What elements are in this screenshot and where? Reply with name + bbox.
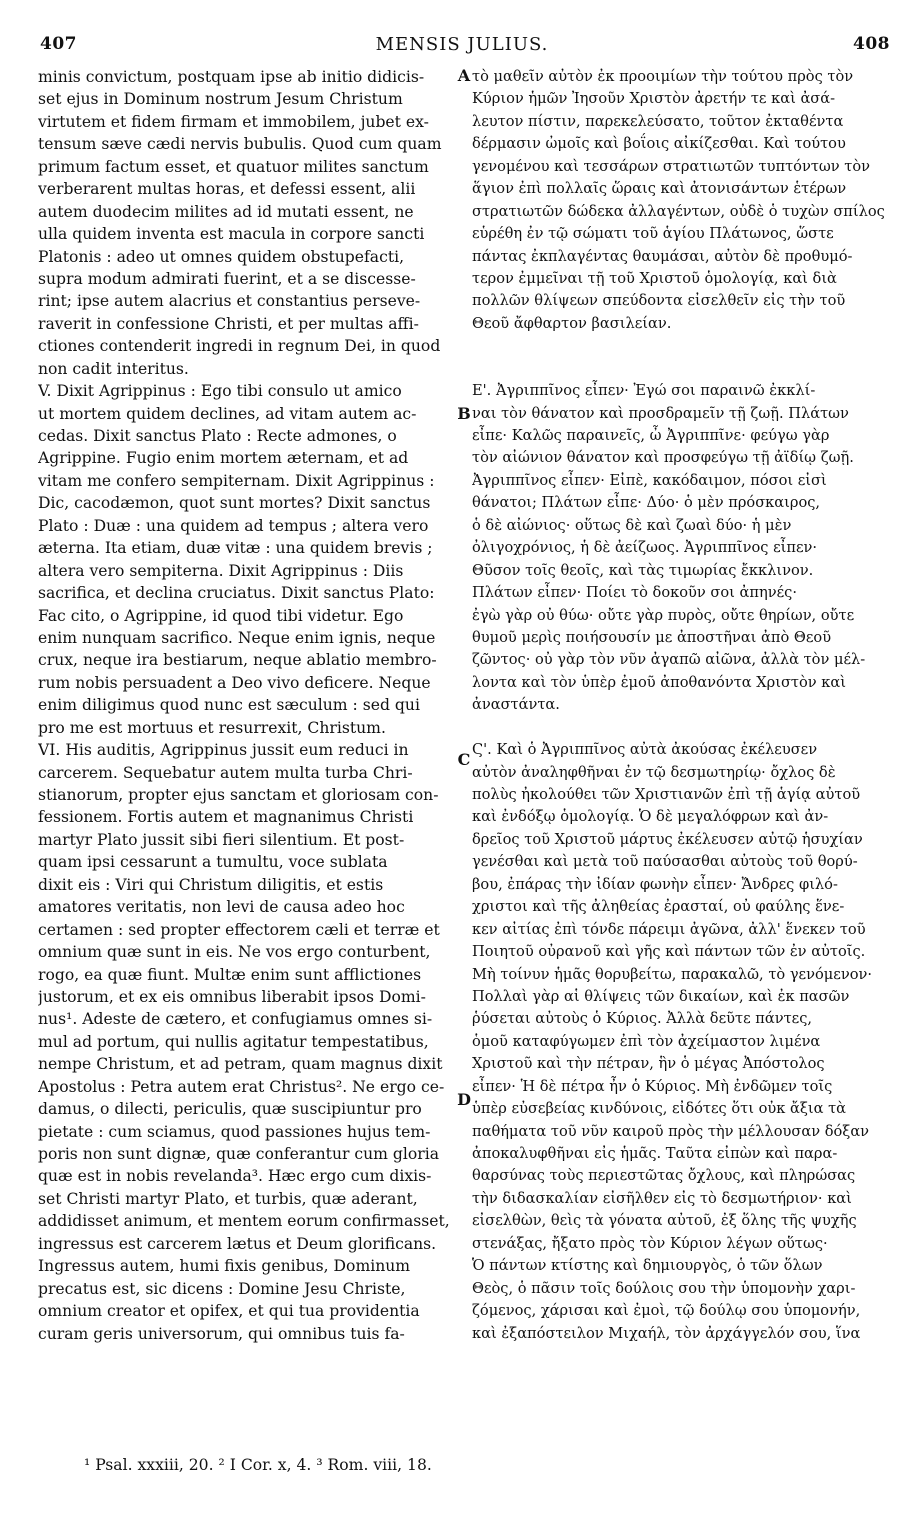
latin-text-line: Fac cito, o Agrippine, id quod tibi videtur. Ego — [38, 606, 404, 625]
latin-text-line: autem duodecim milites ad id mutati essent, ne — [38, 202, 414, 221]
greek-text-line: καὶ ἐνδόξῳ ὁμολογίᾳ. Ὁ δὲ μεγαλόφρων καὶ ἀν- — [472, 808, 829, 826]
greek-text-line: βου, ἐπάρας τὴν ἰδίαν φωνὴν εἶπεν· Ἄνδρες φιλό- — [472, 875, 838, 893]
greek-text-line — [472, 717, 892, 739]
section-marker-c: C — [457, 750, 471, 769]
latin-text-line: stianorum, propter ejus sanctam et gloriosam con- — [38, 786, 439, 804]
latin-text-line: crux, neque ira bestiarum, neque ablatio membro- — [38, 651, 437, 670]
greek-text-line: ῥύσεται αὐτοὺς ὁ Κύριος. Ἀλλὰ δεῦτε πάντες, — [472, 1010, 813, 1028]
greek-text-line — [472, 335, 892, 357]
latin-text-line: addidisset animum, et mentem eorum confirmasset, — [38, 1212, 450, 1231]
greek-text-line: Ποιητοῦ οὐρανοῦ καὶ γῆς καὶ πάντων τῶν ἐν αὐτοῖς. — [472, 943, 866, 961]
latin-text-line: quæ est in nobis revelanda³. Hæc ergo cum dixis- — [38, 1167, 432, 1186]
latin-text-line: raverit in confessione Christi, et per multas affi- — [38, 314, 419, 333]
greek-text-line: Θεοῦ ἄφθαρτον βασιλείαν. — [472, 314, 672, 332]
greek-text-line: εὑρέθη ἐν τῷ σώματι τοῦ ἁγίου Πλάτωνος, ὥστε — [472, 225, 834, 243]
greek-text-line: καὶ ἐξαπόστειλον Μιχαήλ, τὸν ἀρχάγγελόν σου, ἵνα — [472, 1324, 861, 1342]
greek-text-line: ὑπὲρ εὐσεβείας κινδύνοις, εἰδότες ὅτι οὐκ ἄξια τὰ — [472, 1100, 847, 1118]
greek-text-line — [472, 358, 892, 380]
greek-text-line: Κύριον ἡμῶν Ἰησοῦν Χριστὸν ἀρετήν τε καὶ ἀσά- — [472, 90, 836, 108]
latin-text-line: poris non sunt dignæ, quæ conferantur cum gloria — [38, 1145, 440, 1163]
latin-text-line: ctiones contenderit ingredi in regnum Dei, in quod — [38, 337, 441, 356]
greek-text-line: εἶπε· Καλῶς παραινεῖς, ὦ Ἀγριππῖνε· φεύγω γὰρ — [472, 427, 830, 444]
latin-text-line: omnium quæ sunt in eis. Ne vos ergo conturbent, — [38, 943, 431, 962]
latin-text-line: æterna. Ita etiam, duæ vitæ : una quidem brevis ; — [38, 539, 433, 558]
latin-text-line: dixit eis : Viri qui Christum diligitis, et estis — [38, 875, 384, 894]
greek-text-line: ὁ δὲ αἰώνιος· οὕτως δὲ καὶ ζωαὶ δύο· ἡ μὲν — [472, 516, 792, 534]
greek-text-line: θυμοῦ μερὶς ποιήσουσίν με ἀποστῆναι ἀπὸ Θεοῦ — [472, 628, 832, 646]
greek-text-line: θαρσύνας τοὺς περιεστῶτας ὄχλους, καὶ πληρώσας — [472, 1167, 856, 1185]
latin-text-line: Apostolus : Petra autem erat Christus². Ne ergo ce- — [38, 1077, 445, 1096]
greek-text-line: δρεῖος τοῦ Χριστοῦ μάρτυς ἐκέλευσεν αὐτῷ ἡσυχίαν — [472, 830, 863, 848]
latin-text-line: mul ad portum, qui nullis agitatur tempestatibus, — [38, 1032, 429, 1051]
latin-text-line: pietate : cum sciamus, quod passiones hujus tem- — [38, 1122, 431, 1141]
greek-text-line: δέρμασιν ὠμοῖς καὶ βοΐοις αἰκίζεσθαι. Καὶ τούτου — [472, 135, 846, 153]
greek-text-line: γενομένου καὶ τεσσάρων στρατιωτῶν τυπτόντων τὸν — [472, 157, 871, 175]
greek-text-line: ζόμενος, χάρισαι καὶ ἐμοὶ, τῷ δούλῳ σου ὑπομονήν, — [472, 1302, 861, 1320]
greek-text-line: πολὺς ἠκολούθει τῶν Χριστιανῶν ἐπὶ τῇ ἁγίᾳ αὐτοῦ — [472, 786, 861, 803]
greek-text-line: τὸ μαθεῖν αὐτὸν ἐκ προοιμίων τὴν τούτου πρὸς τὸν — [472, 68, 854, 85]
latin-text-line: Ingressus autem, humi fixis genibus, Dominum — [38, 1257, 411, 1276]
latin-text-line: quam ipsi cessarunt a tumultu, voce sublata — [38, 853, 388, 872]
latin-text-line: sacrifica, et declina cruciatus. Dixit sanctus Plato: — [38, 584, 435, 603]
latin-text-line: supra modum admirati fuerint, et a se discesse- — [38, 269, 416, 288]
section-marker-b: B — [457, 404, 471, 423]
greek-text-line: Πολλαὶ γὰρ αἱ θλίψεις τῶν δικαίων, καὶ ἐκ πασῶν — [472, 987, 850, 1005]
latin-text-line: carcerem. Sequebatur autem multa turba Chri- — [38, 763, 413, 782]
latin-text-line: set ejus in Dominum nostrum Jesum Christum — [38, 90, 403, 109]
greek-text-line: Ἀγριππῖνος εἶπεν· Εἰπὲ, κακόδαιμον, πόσοι εἰσὶ — [472, 471, 827, 489]
latin-text-line: rum nobis persuadent a Deo vivo deficere. Neque — [38, 673, 431, 692]
latin-text-line: enim nunquam sacrifico. Neque enim ignis, neque — [38, 628, 436, 647]
latin-text-line: V. Dixit Agrippinus : Ego tibi consulo ut amico — [38, 382, 402, 401]
greek-text-line: τὸν αἰώνιον θάνατον καὶ προσφεύγω τῇ ἀϊδίῳ ζωῇ. — [472, 449, 854, 467]
latin-text-line: minis convictum, postquam ipse ab initio didicis- — [38, 68, 425, 86]
greek-text-line: ἀναστάντα. — [472, 696, 560, 714]
running-title: MENSIS JULIUS. — [375, 34, 549, 55]
latin-text-line: Platonis : adeo ut omnes quidem obstupefacti, — [38, 247, 405, 266]
greek-text-line: πάντας ἐκπλαγέντας θαυμάσαι, αὐτὸν δὲ προθυμό- — [472, 247, 853, 265]
latin-text-line: rogo, ea quæ fiunt. Multæ enim sunt afflictiones — [38, 965, 422, 984]
greek-text-line: λευτον πίστιν, παρεκελεύσατο, τοῦτον ἐκταθέντα — [472, 112, 844, 130]
greek-text-line: ὁμοῦ καταφύγωμεν ἐπὶ τὸν ἀχείμαστον λιμένα — [472, 1032, 821, 1050]
latin-text-line: verberarent multas horas, et defessi essent, alii — [38, 180, 416, 199]
left-page-number: 407 — [40, 34, 77, 54]
latin-text-line: ulla quidem inventa est macula in corpore sancti — [38, 225, 425, 244]
right-page-number: 408 — [853, 34, 890, 54]
greek-text-line: Μὴ τοίνυν ἡμᾶς θορυβείτω, παρακαλῶ, τὸ γενόμενον· — [472, 965, 872, 983]
latin-text-line: primum factum esset, et quatuor milites sanctum — [38, 157, 429, 176]
greek-text-line: στενάξας, ἤξατο πρὸς τὸν Κύριον λέγων οὕτως· — [472, 1234, 828, 1252]
latin-text-line: set Christi martyr Plato, et turbis, quæ aderant, — [38, 1189, 418, 1208]
greek-text-line: ὀλιγοχρόνιος, ἡ δὲ ἀείζωος. Ἀγριππῖνος εἶπεν· — [472, 539, 818, 557]
latin-text-line: altera vero sempiterna. Dixit Agrippinus : Diis — [38, 561, 404, 580]
footnotes: ¹ Psal. xxxiii, 20. ² I Cor. x, 4. ³ Rom. viii, 18. — [84, 1456, 432, 1474]
greek-text-line: Θεὸς, ὁ πᾶσιν τοῖς δούλοις σου τὴν ὑπομονὴν χαρι- — [472, 1279, 856, 1297]
latin-text-line: damus, o dilecti, periculis, quæ suscipiuntur pro — [38, 1100, 422, 1119]
greek-text-line: τερον ἐμμεῖναι τῇ τοῦ Χριστοῦ ὁμολογίᾳ, καὶ διὰ — [472, 269, 837, 287]
greek-text-line: Ϛ'. Καὶ ὁ Ἀγριππῖνος αὐτὰ ἀκούσας ἐκέλευσεν — [472, 741, 818, 759]
greek-text-line: Χριστοῦ καὶ τὴν πέτραν, ἣν ὁ μέγας Ἀπόστολος — [472, 1055, 825, 1073]
latin-text-line: tensum sæve cædi nervis bubulis. Quod cum quam — [38, 135, 442, 154]
greek-text-line: εἶπεν· Ἡ δὲ πέτρα ἦν ὁ Κύριος. Μὴ ἐνδῶμεν τοῖς — [472, 1077, 833, 1095]
latin-text-line: pro me est mortuus et resurrexit, Christum. — [38, 718, 386, 737]
latin-text-line: virtutem et fidem firmam et immobilem, jubet ex- — [38, 112, 429, 131]
greek-text-line: Πλάτων εἶπεν· Ποίει τὸ δοκοῦν σοι ἀπηνές· — [472, 584, 797, 602]
latin-column — [38, 66, 456, 1345]
greek-text-line: στρατιωτῶν δώδεκα ἀλλαγέντων, οὐδὲ ὁ τυχὼν σπίλος — [472, 202, 885, 220]
greek-text-line: λοντα καὶ τὸν ὑπὲρ ἐμοῦ ἀποθανόντα Χριστὸν καὶ — [472, 673, 847, 691]
greek-text-line: ναι τὸν θάνατον καὶ προσδραμεῖν τῇ ζωῇ. Πλάτων — [472, 404, 849, 422]
greek-text-line: εἰσελθὼν, θεὶς τὰ γόνατα αὐτοῦ, ἐξ ὅλης τῆς ψυχῆς — [472, 1212, 857, 1230]
greek-text-line: ζῶντος· οὐ γὰρ τὸν νῦν ἀγαπῶ αἰῶνα, ἀλλὰ τὸν μέλ- — [472, 651, 866, 669]
latin-text-line: martyr Plato jussit sibi fieri silentium. Et post- — [38, 830, 405, 849]
latin-text-line: curam geris universorum, qui omnibus tuis fa- — [38, 1324, 405, 1343]
latin-text-line: rint; ipse autem alacrius et constantius perseve- — [38, 292, 421, 311]
latin-text-line: enim diligimus quod nunc est sæculum : sed qui — [38, 696, 420, 715]
latin-text-line: ingressus est carcerem lætus et Deum glorificans. — [38, 1234, 437, 1253]
latin-text-line: precatus est, sic dicens : Domine Jesu Christe, — [38, 1279, 406, 1298]
greek-text-line: Ὁ πάντων κτίστης καὶ δημιουργὸς, ὁ τῶν ὅλων — [472, 1257, 823, 1275]
section-marker-d: D — [457, 1090, 471, 1109]
greek-text-line: γενέσθαι καὶ μετὰ τοῦ παύσασθαι αὐτοὺς τοῦ θορύ- — [472, 853, 858, 871]
greek-text-line: Ε'. Ἀγριππῖνος εἶπεν· Ἐγώ σοι παραινῶ ἐκκλί- — [472, 382, 816, 400]
latin-text-line: certamen : sed propter effectorem cæli et terræ et — [38, 920, 440, 939]
latin-text-line: Dic, cacodæmon, quot sunt mortes? Dixit sanctus — [38, 494, 431, 513]
latin-text-line: Plato : Duæ : una quidem ad tempus ; altera vero — [38, 516, 429, 535]
greek-text-line: κεν αἰτίας ἐπὶ τόνδε πάρειμι ἀγῶνα, ἀλλ' ἕνεκεν τοῦ — [472, 920, 866, 938]
latin-text-line: fessionem. Fortis autem et magnanimus Christi — [38, 808, 414, 827]
latin-text-line: justorum, et ex eis omnibus liberabit ipsos Domi- — [38, 987, 426, 1006]
latin-text-line: nempe Christum, et ad petram, quam magnus dixit — [38, 1055, 443, 1074]
greek-text-line: ἐγὼ γὰρ οὐ θύω· οὔτε γὰρ πυρὸς, οὔτε θηρίων, οὔτε — [472, 606, 855, 624]
latin-text-line: omnium creator et opifex, et qui tua providentia — [38, 1302, 420, 1321]
greek-text-line: χριστοι καὶ τῆς ἀληθείας ἐρασταί, οὐ φαύλης ἕνε- — [472, 898, 845, 916]
greek-text-line: παθήματα τοῦ νῦν καιροῦ πρὸς τὴν μέλλουσαν δόξαν — [472, 1122, 870, 1140]
latin-text-line: cedas. Dixit sanctus Plato : Recte admones, o — [38, 427, 397, 445]
greek-text-line: ἀποκαλυφθῆναι εἰς ἡμᾶς. Ταῦτα εἰπὼν καὶ παρα- — [472, 1145, 838, 1162]
greek-text-line: αὐτὸν ἀναληφθῆναι ἐν τῷ δεσμωτηρίῳ· ὄχλος δὲ — [472, 763, 836, 781]
greek-text-line: Θῦσον τοῖς θεοῖς, καὶ τὰς τιμωρίας ἔκκλινον. — [472, 561, 814, 579]
latin-text-line: amatores veritatis, non levi de causa adeo hoc — [38, 898, 405, 917]
section-marker-a: A — [457, 66, 471, 85]
greek-text-line: ἅγιον ἐπὶ πολλαῖς ὥραις καὶ ἀτονισάντων ἑτέρων — [472, 180, 847, 198]
latin-text-line: ut mortem quidem declines, ad vitam autem ac- — [38, 404, 417, 423]
greek-column — [472, 66, 892, 1345]
greek-text-line: θάνατοι; Πλάτων εἶπε· Δύο· ὁ μὲν πρόσκαιρος, — [472, 494, 821, 512]
greek-text-line: τὴν διδασκαλίαν εἰσῆλθεν εἰς τὸ δεσμωτήριον· καὶ — [472, 1189, 852, 1207]
greek-text-line: πολλῶν θλίψεων σπεύδοντα εἰσελθεῖν εἰς τὴν τοῦ — [472, 292, 846, 310]
latin-text-line: nus¹. Adeste de cætero, et confugiamus omnes si- — [38, 1010, 433, 1029]
latin-text-line: VI. His auditis, Agrippinus jussit eum reduci in — [38, 741, 409, 760]
latin-text-line: vitam me confero sempiternam. Dixit Agrippinus : — [38, 471, 435, 490]
latin-text-line: non cadit interitus. — [38, 359, 189, 378]
latin-text-line: Agrippine. Fugio enim mortem æternam, et ad — [38, 449, 409, 468]
